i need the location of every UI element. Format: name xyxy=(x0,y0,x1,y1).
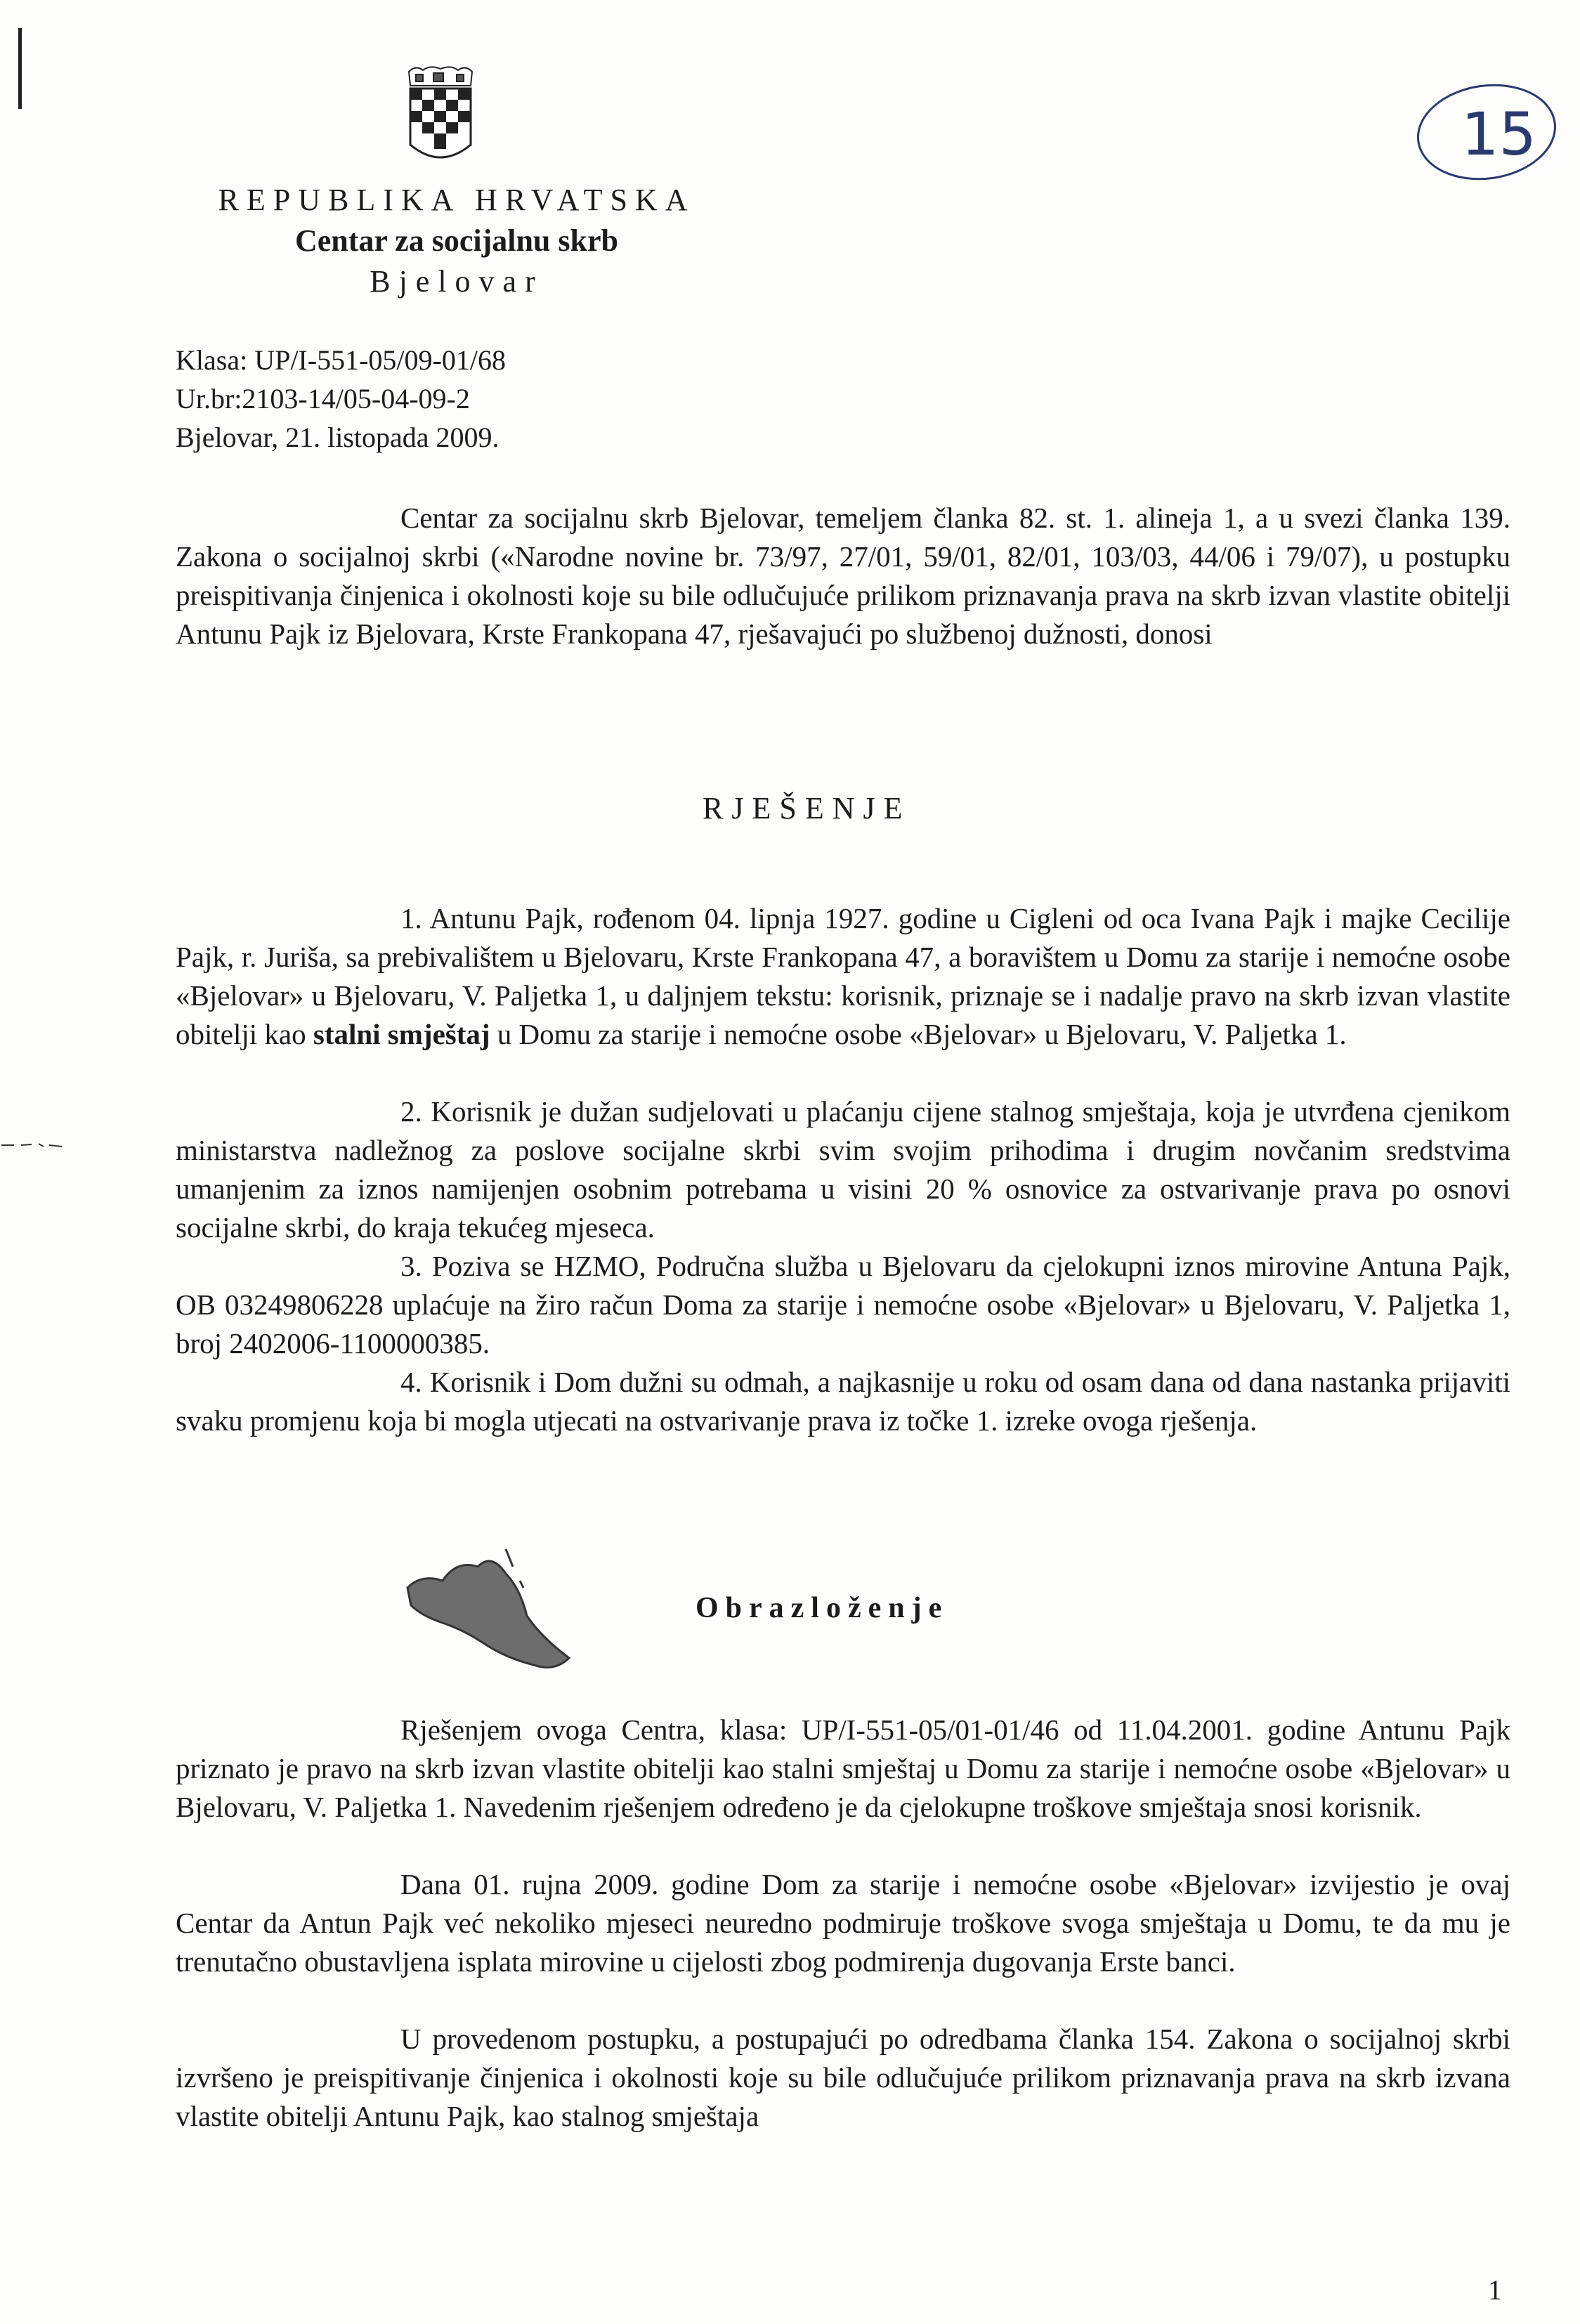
intro-paragraph: Centar za socijalnu skrb Bjelovar, temeljem članka 82. st. 1. alineja 1, a u svezi članka 139. Zakona o socijalnoj skrbi («Narodne novine br. 73/97, 27/01, 59/01, 82/01, 103/03, 44/06 i 79/07), u postupku preispitivanja činjenica i okolnosti koje su bile odlučujuće prilikom priznavanja prava na skrb izvan vlastite obitelji Antunu Pajk iz Bjelovara, Krste Frankopana 47, rješavajući po službenoj dužnosti, donosi xyxy=(176,502,1510,650)
page-number: 1 xyxy=(1488,2274,1502,2306)
reasoning-paragraph-3: U provedenom postupku, a postupajući po odredbama članka 154. Zakona o socijalnoj skrbi izvršeno je preispitivanje činjenica i okolnosti koje su bile odlučujuće prilikom priznavanja prava na skrb izvana vlastite obitelji Antunu Pajk, kao stalnog smještaja xyxy=(176,2023,1510,2132)
institution-name: Centar za socijalnu skrb xyxy=(295,223,618,258)
klasa-line: Klasa: UP/I-551-05/09-01/68 xyxy=(176,344,506,376)
point-1 xyxy=(176,899,1510,1054)
date-line: Bjelovar, 21. listopada 2009. xyxy=(176,422,500,453)
stamp-number: 15 xyxy=(1461,100,1536,169)
reasoning-paragraph-1: Rješenjem ovoga Centra, klasa: UP/I-551-05/01-01/46 od 11.04.2001. godine Antunu Pajk priznato je pravo na skrb izvan vlastite obitelji kao stalni smještaj u Domu za starije i nemoćne osobe «Bjelovar» u Bjelovaru, V. Paljetka 1. Navedenim rješenjem određeno je da cjelokupne troškove smještaja snosi korisnik. xyxy=(176,1713,1510,1823)
margin-dash-mark xyxy=(0,1138,63,1152)
country-name: REPUBLIKA HRVATSKA xyxy=(218,183,696,217)
reference-block xyxy=(176,341,506,457)
point-2: 2. Korisnik je dužan sudjelovati u plaćanju cijene stalnog smještaja, koja je utvrđena cjenikom ministarstva nadležnog za poslove socijalne skrbi svim svojim prihodima i drugim novčanim sredstvima umanjenim za iznos namijenjen osobnim potrebama u visini 20 % osnovice za ostvarivanje prava po osnovi socijalne skrbi, do kraja tekućeg mjeseca. xyxy=(176,1095,1510,1243)
point-4: 4. Korisnik i Dom dužni su odmah, a najkasnije u roku od osam dana od dana nastanka prijaviti svaku promjenu koja bi mogla utjecati na ostvarivanje prava iz točke 1. izreke ovoga rješenja. xyxy=(176,1366,1510,1437)
scan-edge-mark xyxy=(18,28,22,109)
point-3: 3. Poziva se HZMO, Područna služba u Bjelovaru da cjelokupni iznos mirovine Antuna Pajk, OB 03249806228 uplaćuje na žiro račun Doma za starije i nemoćne osobe «Bjelovar» u Bjelovaru, V. Paljetka 1, broj 2402006-1100000385. xyxy=(176,1250,1510,1359)
section-subtitle: Obrazloženje xyxy=(696,1592,949,1624)
point-1-end: u Domu za starije i nemoćne osobe «Bjelovar» u Bjelovaru, V. Paljetka 1. xyxy=(490,1018,1347,1050)
point-1-start: 1. Antunu Pajk, rođenom 04. lipnja 1927. godine u Cigleni od oca Ivana Pajk i majke Cecilije Pajk, r. Juriša, sa prebivalištem u Bjelovaru, Krste Frankopana 47, a boravištem u Domu za starije i nemoćne osobe «Bjelovar» u Bjelovaru, V. Paljetka 1, u daljnjem tekstu: korisnik, priznaje se i nadalje pravo na skrb izvan vlastite obitelji kao xyxy=(176,902,1510,1050)
coat-of-arms-icon xyxy=(402,65,479,170)
urbr-line: Ur.br:2103-14/05-04-09-2 xyxy=(176,383,470,414)
page-count-stamp xyxy=(1411,77,1565,190)
letterhead xyxy=(141,179,773,303)
document-title: RJEŠENJE xyxy=(703,791,911,825)
reasoning-paragraph-2: Dana 01. rujna 2009. godine Dom za starije i nemoćne osobe «Bjelovar» izvijestio je ovaj Centar da Antun Pajk već nekoliko mjeseci neuredno podmiruje troškove svoga smještaja u Domu, te da mu je trenutačno obustavljena isplata mirovine u cijelosti zbog podmirenja dugovanja Erste banci. xyxy=(176,1868,1510,1978)
point-1-bold: stalni smještaj xyxy=(313,1018,490,1050)
map-stamp-mark xyxy=(400,1546,583,1686)
institution-city: Bjelovar xyxy=(370,264,544,299)
